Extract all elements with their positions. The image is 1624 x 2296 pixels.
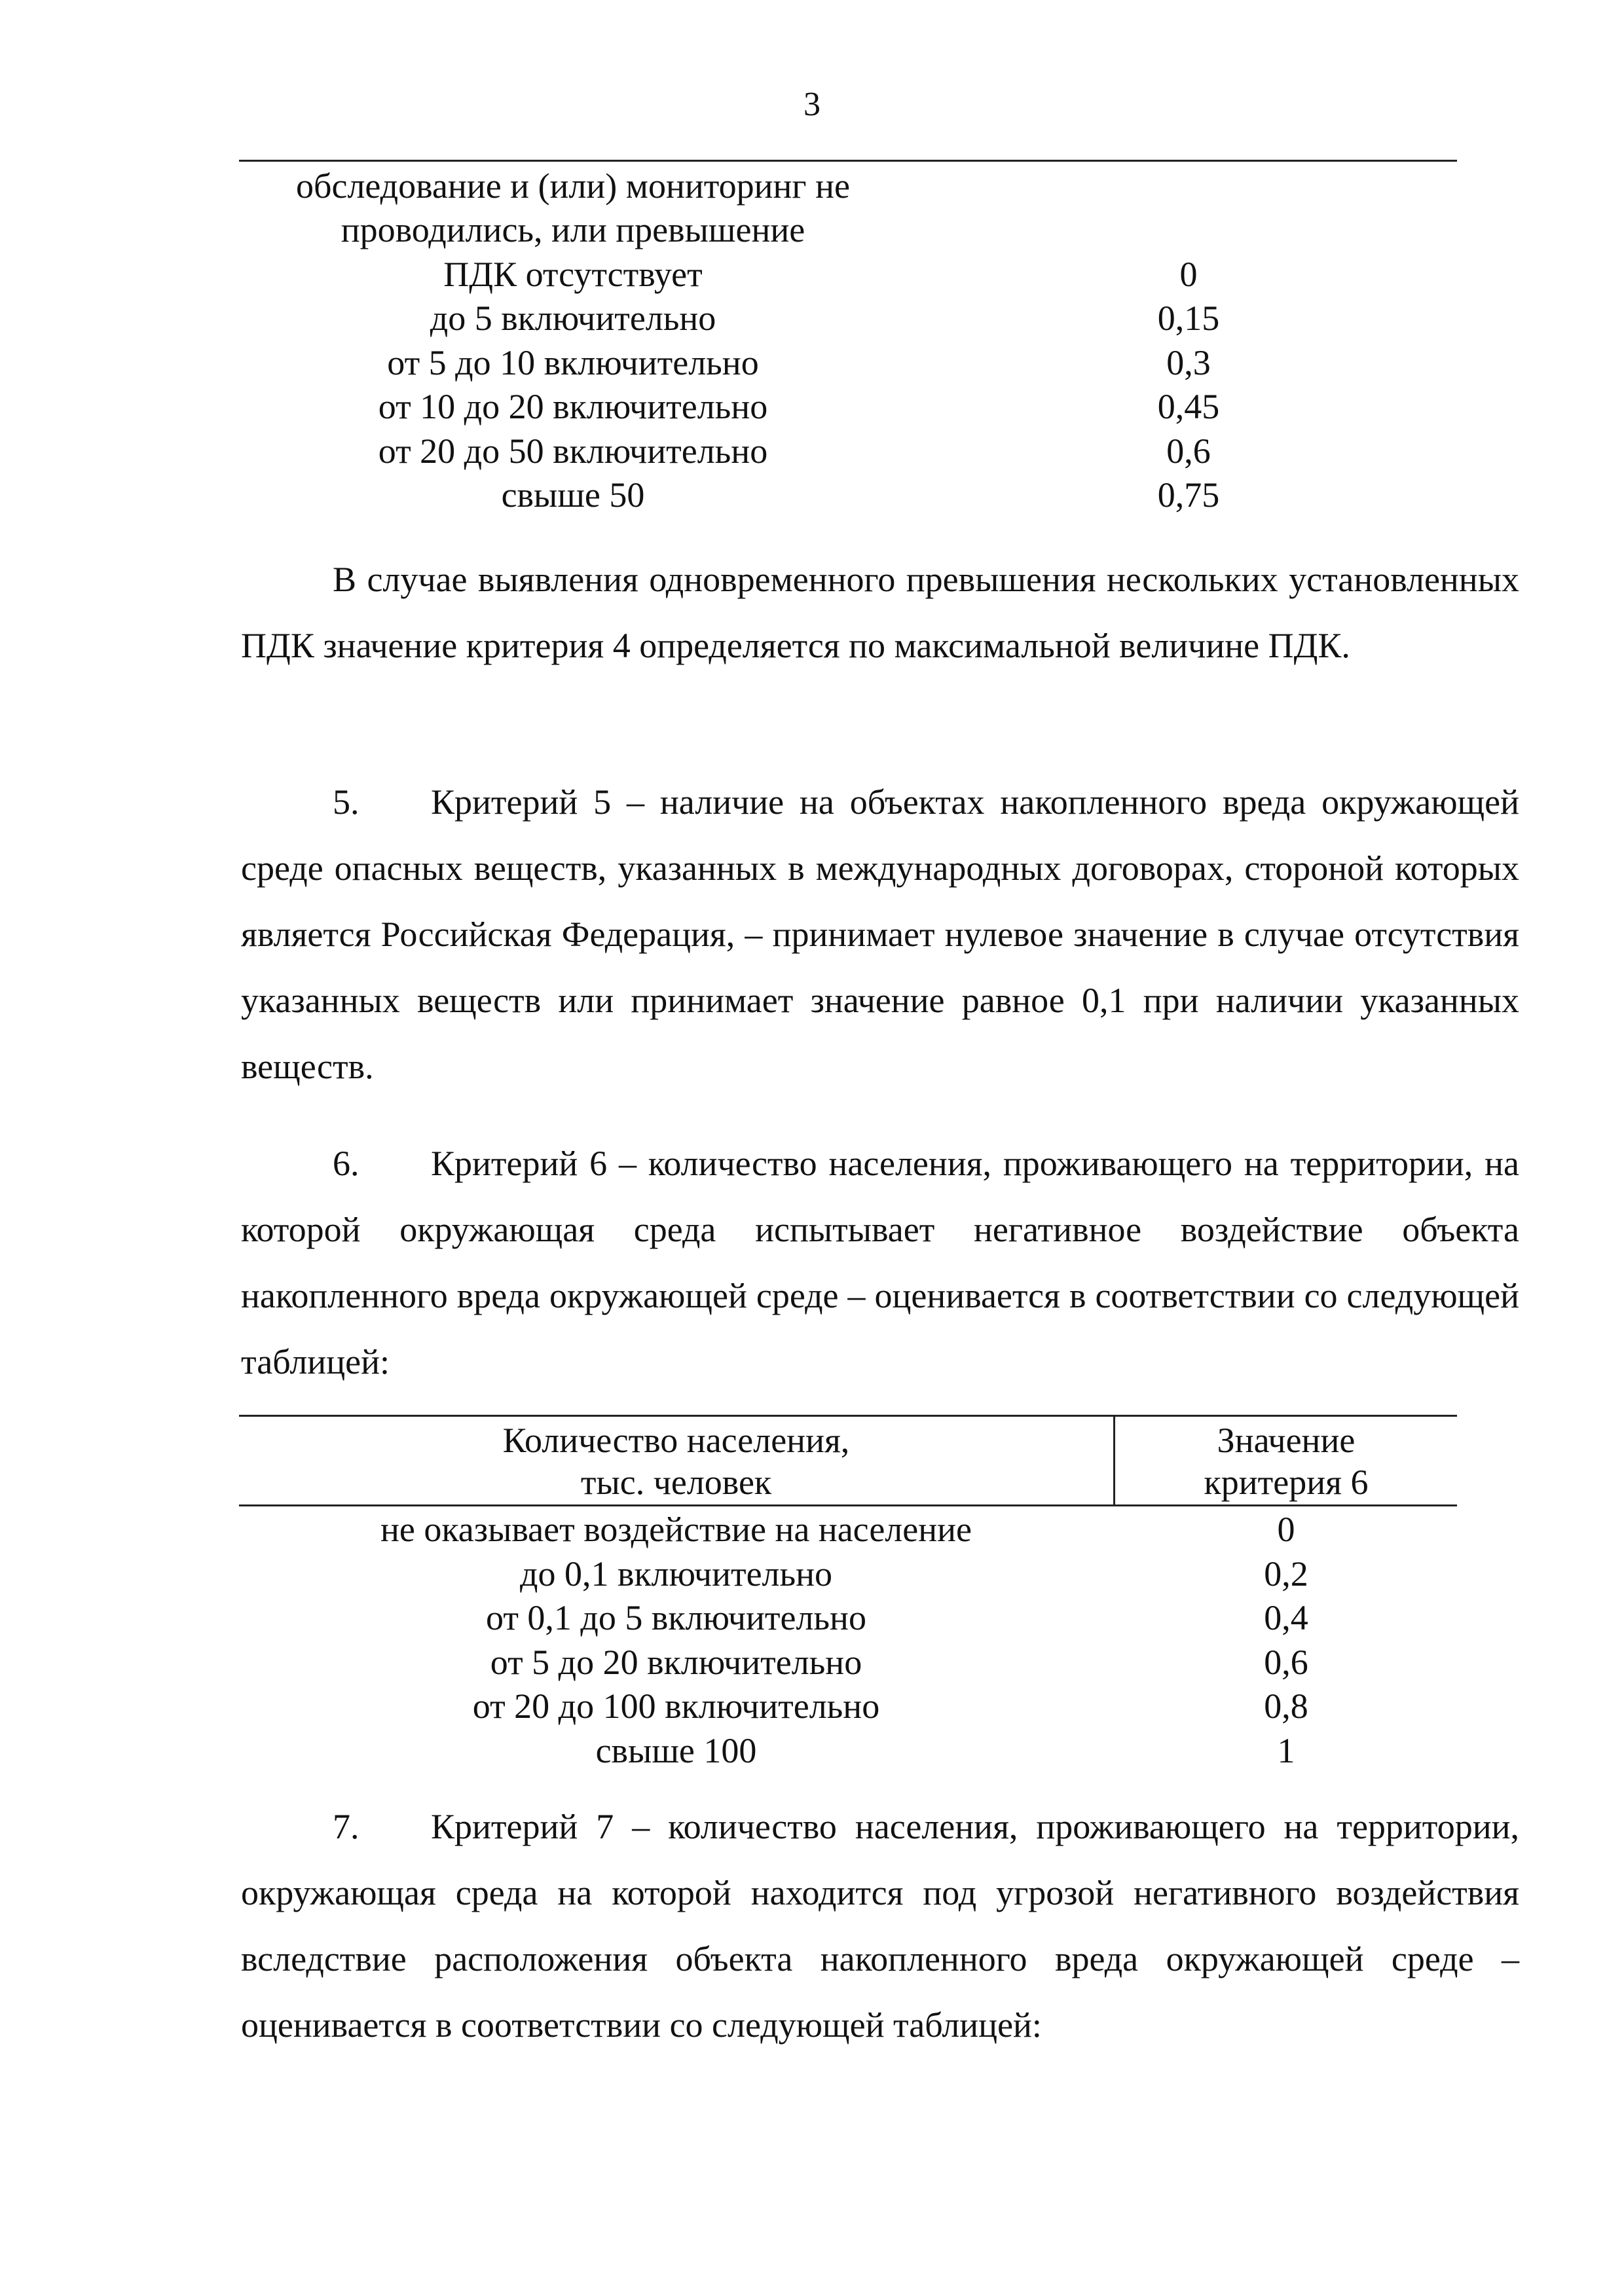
table2-header-col1-line2: тыс. человек (580, 1463, 772, 1502)
table2-top-rule (239, 1415, 1457, 1417)
table1-row-label: до 5 включительно (430, 299, 716, 338)
table2-row-label: от 5 до 20 включительно (490, 1643, 862, 1682)
table1-row-value: 0,45 (1157, 387, 1220, 426)
table2-row-value: 0 (1277, 1510, 1295, 1549)
page-number: 3 (803, 86, 821, 123)
table1-row-value: 0 (1179, 255, 1198, 294)
table2-row-value: 1 (1277, 1731, 1295, 1770)
table1-row-value: 0,75 (1157, 475, 1220, 515)
table1-row-label: обследование и (или) мониторинг не (296, 166, 850, 206)
table1-row-label: проводились, или превышение (341, 210, 805, 249)
paragraph-pdk (241, 547, 1519, 679)
criterion-7-number: 7. (333, 1807, 360, 1846)
criterion-6-text: Критерий 6 – количество населения, проживающего на территории, на которой окружающая среда испытывает негативное воздействие объекта накопленного вреда окружающей среде – оценивается в соответствии со следующей таблицей: (241, 1144, 1519, 1381)
table1-row-value: 0,6 (1166, 431, 1211, 471)
table1-row-label: свыше 50 (501, 475, 645, 515)
table1-row-value: 0,3 (1166, 343, 1211, 382)
criterion-5-text: Критерий 5 – наличие на объектах накопленного вреда окружающей среде опасных веществ, указанных в международных договорах, стороной которых является Российская Федерация, – принимает нулевое значение в случае отсутствия указанных веществ или принимает значение равное 0,1 при наличии указанных веществ. (241, 782, 1519, 1086)
table1-row-label: от 20 до 50 включительно (378, 431, 768, 471)
table2-row-label: от 20 до 100 включительно (472, 1686, 880, 1726)
paragraph-pdk-text: В случае выявления одновременного превышения нескольких установленных ПДК значение критерия 4 определяется по максимальной величине ПДК. (241, 560, 1519, 665)
criterion-5-number: 5. (333, 782, 360, 822)
criterion-6-number: 6. (333, 1144, 360, 1183)
table2-header-bottom-rule (239, 1504, 1457, 1506)
table2-row-label: до 0,1 включительно (519, 1554, 833, 1594)
table1-row-label: от 5 до 10 включительно (387, 343, 759, 382)
table2-row-value: 0,6 (1264, 1643, 1308, 1682)
criterion-5-paragraph (241, 769, 1519, 1100)
table2-header-col1-line1: Количество населения, (502, 1421, 850, 1460)
criterion-7-paragraph (241, 1794, 1519, 2058)
table1-top-rule (239, 160, 1457, 162)
table1-row-label: от 10 до 20 включительно (378, 387, 768, 426)
table2-row-label: от 0,1 до 5 включительно (486, 1598, 866, 1637)
criterion-7-text: Критерий 7 – количество населения, проживающего на территории, окружающая среда на которой находится под угрозой негативного воздействия вследствие расположения объекта накопленного вреда окружающей среде – оценивается в соответствии со следующей таблицей: (241, 1807, 1519, 2045)
table2-header-col2-line2: критерия 6 (1204, 1463, 1369, 1502)
table1-row-value: 0,15 (1157, 299, 1220, 338)
table2-row-value: 0,8 (1264, 1686, 1308, 1726)
table2-header-col2-line1: Значение (1217, 1421, 1356, 1460)
table2-row-value: 0,2 (1264, 1554, 1308, 1594)
table2-row-value: 0,4 (1264, 1598, 1308, 1637)
criterion-6-paragraph (241, 1131, 1519, 1395)
table2-row-label: свыше 100 (595, 1731, 757, 1770)
table1-row-label: ПДК отсутствует (443, 255, 703, 294)
table2-row-label: не оказывает воздействие на население (380, 1510, 972, 1549)
